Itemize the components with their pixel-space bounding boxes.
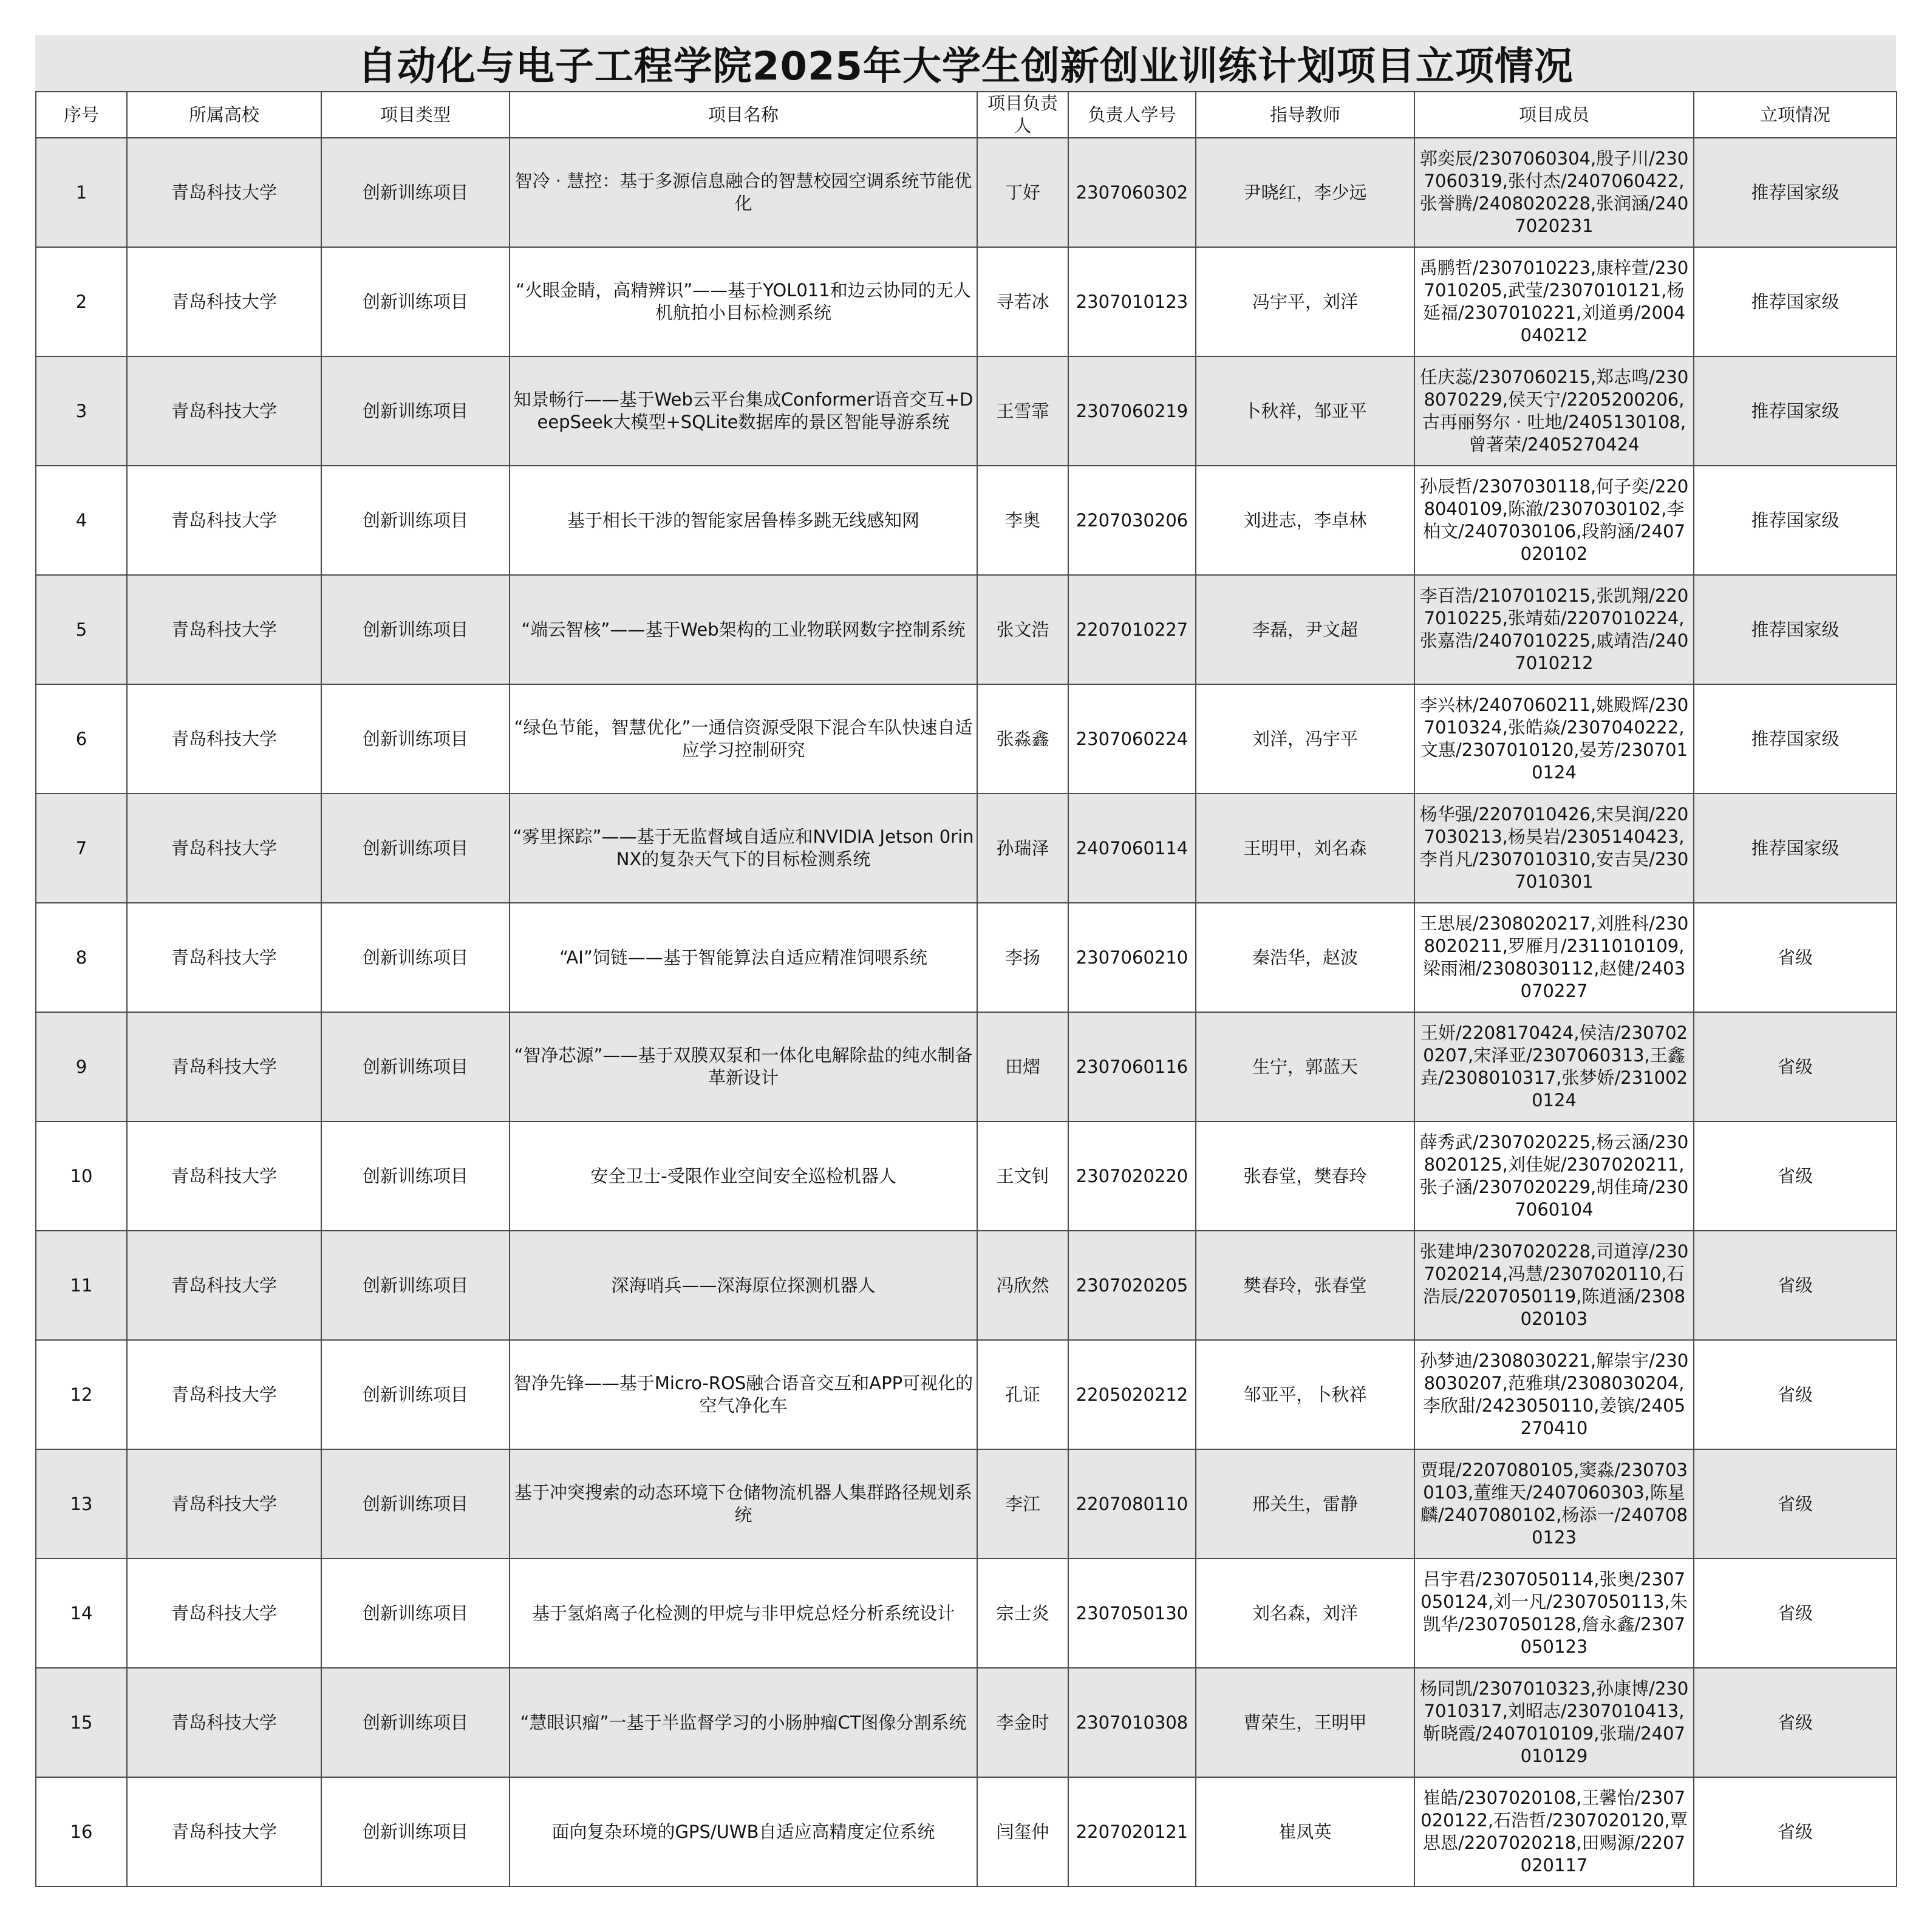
cell-project-name: “雾里探踪”——基于无监督域自适应和NVIDIA Jetson 0rin NX的复杂天气下的目标检测系统 bbox=[510, 794, 977, 903]
header-no: 序号 bbox=[36, 92, 127, 138]
table-row bbox=[36, 138, 1897, 247]
cell-no: 15 bbox=[36, 1668, 127, 1777]
cell-no: 10 bbox=[36, 1121, 127, 1231]
cell-members: 贾琨/2207080105,窦淼/2307030103,董维天/2407060303,陈星麟/2407080102,杨添一/2407080123 bbox=[1414, 1449, 1694, 1559]
cell-advisors: 崔凤英 bbox=[1196, 1777, 1414, 1886]
cell-type: 创新训练项目 bbox=[321, 903, 510, 1012]
cell-status: 省级 bbox=[1694, 1121, 1897, 1231]
cell-status: 推荐国家级 bbox=[1694, 356, 1897, 466]
cell-status: 推荐国家级 bbox=[1694, 466, 1897, 575]
cell-leader-id: 2307020220 bbox=[1068, 1121, 1196, 1231]
cell-type: 创新训练项目 bbox=[321, 466, 510, 575]
cell-members: 吕宇君/2307050114,张奥/2307050124,刘一凡/2307050113,朱凯华/2307050128,詹永鑫/2307050123 bbox=[1414, 1559, 1694, 1668]
cell-no: 5 bbox=[36, 575, 127, 684]
cell-school: 青岛科技大学 bbox=[127, 466, 321, 575]
cell-leader-id: 2307020205 bbox=[1068, 1231, 1196, 1340]
cell-type: 创新训练项目 bbox=[321, 684, 510, 794]
cell-school: 青岛科技大学 bbox=[127, 575, 321, 684]
cell-members: 崔皓/2307020108,王馨怡/2307020122,石浩哲/2307020120,覃思恩/2207020218,田赐源/2207020117 bbox=[1414, 1777, 1694, 1886]
cell-no: 16 bbox=[36, 1777, 127, 1886]
cell-school: 青岛科技大学 bbox=[127, 1121, 321, 1231]
cell-members: 杨同凯/2307010323,孙康博/2307010317,刘昭志/2307010413,靳晓霞/2407010109,张瑞/2407010129 bbox=[1414, 1668, 1694, 1777]
cell-leader-id: 2307060210 bbox=[1068, 903, 1196, 1012]
cell-leader: 孔证 bbox=[977, 1340, 1068, 1449]
cell-advisors: 张春堂，樊春玲 bbox=[1196, 1121, 1414, 1231]
cell-school: 青岛科技大学 bbox=[127, 1449, 321, 1559]
cell-members: 孙梦迪/2308030221,解崇宇/2308030207,范雅琪/2308030204,李欣甜/2423050110,姜镔/2405270410 bbox=[1414, 1340, 1694, 1449]
cell-members: 任庆蕊/2307060215,郑志鸣/2308070229,侯天宁/2205200206,古再丽努尔 · 吐地/2405130108,曾著荣/2405270424 bbox=[1414, 356, 1694, 466]
cell-school: 青岛科技大学 bbox=[127, 1777, 321, 1886]
cell-project-name: 基于相长干涉的智能家居鲁棒多跳无线感知网 bbox=[510, 466, 977, 575]
cell-project-name: 基于氢焰离子化检测的甲烷与非甲烷总烃分析系统设计 bbox=[510, 1559, 977, 1668]
cell-school: 青岛科技大学 bbox=[127, 247, 321, 356]
cell-type: 创新训练项目 bbox=[321, 1340, 510, 1449]
table-body bbox=[36, 138, 1897, 1886]
cell-leader: 张文浩 bbox=[977, 575, 1068, 684]
cell-leader-id: 2207010227 bbox=[1068, 575, 1196, 684]
cell-members: 薛秀武/2307020225,杨云涵/2308020125,刘佳妮/2307020211,张子涵/2307020229,胡佳琦/2307060104 bbox=[1414, 1121, 1694, 1231]
cell-type: 创新训练项目 bbox=[321, 1012, 510, 1121]
cell-advisors: 邹亚平，卜秋祥 bbox=[1196, 1340, 1414, 1449]
cell-status: 推荐国家级 bbox=[1694, 247, 1897, 356]
table-row bbox=[36, 1121, 1897, 1231]
cell-status: 推荐国家级 bbox=[1694, 138, 1897, 247]
table-header bbox=[36, 92, 1897, 138]
cell-leader: 王文钊 bbox=[977, 1121, 1068, 1231]
cell-members: 李百浩/2107010215,张凯翔/2207010225,张靖茹/2207010224,张嘉浩/2407010225,戚靖浩/2407010212 bbox=[1414, 575, 1694, 684]
cell-status: 推荐国家级 bbox=[1694, 684, 1897, 794]
header-advisors: 指导教师 bbox=[1196, 92, 1414, 138]
header-type: 项目类型 bbox=[321, 92, 510, 138]
cell-members: 张建坤/2307020228,司道淳/2307020214,冯慧/2307020110,石浩辰/2207050119,陈逍涵/2308020103 bbox=[1414, 1231, 1694, 1340]
title-bar bbox=[35, 35, 1896, 91]
cell-leader: 闫玺仲 bbox=[977, 1777, 1068, 1886]
cell-status: 省级 bbox=[1694, 1012, 1897, 1121]
cell-no: 7 bbox=[36, 794, 127, 903]
cell-school: 青岛科技大学 bbox=[127, 1668, 321, 1777]
cell-project-name: “火眼金睛，高精辨识”——基于YOL011和边云协同的无人机航拍小目标检测系统 bbox=[510, 247, 977, 356]
table-row bbox=[36, 247, 1897, 356]
cell-leader-id: 2307010308 bbox=[1068, 1668, 1196, 1777]
cell-leader-id: 2307060224 bbox=[1068, 684, 1196, 794]
cell-project-name: 知景畅行——基于Web云平台集成Conformer语音交互+DeepSeek大模型+SQLite数据库的景区智能导游系统 bbox=[510, 356, 977, 466]
cell-status: 推荐国家级 bbox=[1694, 575, 1897, 684]
cell-type: 创新训练项目 bbox=[321, 1231, 510, 1340]
cell-project-name: “AI”饲链——基于智能算法自适应精准饲喂系统 bbox=[510, 903, 977, 1012]
cell-school: 青岛科技大学 bbox=[127, 1340, 321, 1449]
cell-advisors: 王明甲，刘名森 bbox=[1196, 794, 1414, 903]
table-row bbox=[36, 1449, 1897, 1559]
cell-leader: 李江 bbox=[977, 1449, 1068, 1559]
table-row bbox=[36, 356, 1897, 466]
page-title: 自动化与电子工程学院2025年大学生创新创业训练计划项目立项情况 bbox=[357, 44, 1574, 89]
cell-leader-id: 2307060302 bbox=[1068, 138, 1196, 247]
cell-members: 王妍/2208170424,侯洁/2307020207,宋泽亚/2307060313,王鑫垚/2308010317,张梦娇/2310020124 bbox=[1414, 1012, 1694, 1121]
cell-school: 青岛科技大学 bbox=[127, 1012, 321, 1121]
cell-advisors: 刘进志，李卓林 bbox=[1196, 466, 1414, 575]
cell-no: 13 bbox=[36, 1449, 127, 1559]
header-row bbox=[36, 92, 1897, 138]
cell-school: 青岛科技大学 bbox=[127, 138, 321, 247]
cell-advisors: 刘名森，刘洋 bbox=[1196, 1559, 1414, 1668]
cell-leader-id: 2205020212 bbox=[1068, 1340, 1196, 1449]
cell-status: 省级 bbox=[1694, 1231, 1897, 1340]
table-row bbox=[36, 903, 1897, 1012]
cell-status: 省级 bbox=[1694, 1668, 1897, 1777]
header-school: 所属高校 bbox=[127, 92, 321, 138]
cell-leader-id: 2407060114 bbox=[1068, 794, 1196, 903]
cell-project-name: 深海哨兵——深海原位探测机器人 bbox=[510, 1231, 977, 1340]
cell-school: 青岛科技大学 bbox=[127, 356, 321, 466]
header-leader-id: 负责人学号 bbox=[1068, 92, 1196, 138]
cell-leader: 张淼鑫 bbox=[977, 684, 1068, 794]
cell-leader: 宗士炎 bbox=[977, 1559, 1068, 1668]
cell-type: 创新训练项目 bbox=[321, 794, 510, 903]
cell-type: 创新训练项目 bbox=[321, 1668, 510, 1777]
header-project-name: 项目名称 bbox=[510, 92, 977, 138]
cell-no: 11 bbox=[36, 1231, 127, 1340]
cell-advisors: 冯宇平，刘洋 bbox=[1196, 247, 1414, 356]
cell-type: 创新训练项目 bbox=[321, 1777, 510, 1886]
cell-status: 省级 bbox=[1694, 1449, 1897, 1559]
cell-type: 创新训练项目 bbox=[321, 247, 510, 356]
cell-leader: 王雪霏 bbox=[977, 356, 1068, 466]
cell-project-name: 基于冲突搜索的动态环境下仓储物流机器人集群路径规划系统 bbox=[510, 1449, 977, 1559]
cell-members: 郭奕辰/2307060304,殷子川/2307060319,张付杰/2407060422,张誉腾/2408020228,张润涵/2407020231 bbox=[1414, 138, 1694, 247]
cell-leader: 孙瑞泽 bbox=[977, 794, 1068, 903]
cell-no: 6 bbox=[36, 684, 127, 794]
cell-advisors: 生宁，郭蓝天 bbox=[1196, 1012, 1414, 1121]
cell-leader: 田熠 bbox=[977, 1012, 1068, 1121]
cell-members: 禹鹏哲/2307010223,康梓萱/2307010205,武莹/2307010121,杨延福/2307010221,刘道勇/2004040212 bbox=[1414, 247, 1694, 356]
table-row bbox=[36, 1559, 1897, 1668]
cell-project-name: “端云智核”——基于Web架构的工业物联网数字控制系统 bbox=[510, 575, 977, 684]
cell-no: 14 bbox=[36, 1559, 127, 1668]
cell-leader: 寻若冰 bbox=[977, 247, 1068, 356]
table-row bbox=[36, 1231, 1897, 1340]
cell-school: 青岛科技大学 bbox=[127, 684, 321, 794]
cell-school: 青岛科技大学 bbox=[127, 903, 321, 1012]
header-members: 项目成员 bbox=[1414, 92, 1694, 138]
cell-type: 创新训练项目 bbox=[321, 1559, 510, 1668]
table-row bbox=[36, 1340, 1897, 1449]
cell-school: 青岛科技大学 bbox=[127, 794, 321, 903]
cell-no: 3 bbox=[36, 356, 127, 466]
cell-project-name: 面向复杂环境的GPS/UWB自适应高精度定位系统 bbox=[510, 1777, 977, 1886]
cell-status: 省级 bbox=[1694, 1340, 1897, 1449]
cell-leader-id: 2307060219 bbox=[1068, 356, 1196, 466]
table-row bbox=[36, 1668, 1897, 1777]
cell-school: 青岛科技大学 bbox=[127, 1231, 321, 1340]
cell-advisors: 卜秋祥，邹亚平 bbox=[1196, 356, 1414, 466]
cell-project-name: “智净芯源”——基于双膜双泵和一体化电解除盐的纯水制备革新设计 bbox=[510, 1012, 977, 1121]
cell-leader-id: 2307010123 bbox=[1068, 247, 1196, 356]
cell-project-name: “慧眼识瘤”一基于半监督学习的小肠肿瘤CT图像分割系统 bbox=[510, 1668, 977, 1777]
cell-members: 李兴林/2407060211,姚殿辉/2307010324,张皓焱/2307040222,文惠/2307010120,晏芳/2307010124 bbox=[1414, 684, 1694, 794]
cell-leader: 丁好 bbox=[977, 138, 1068, 247]
cell-leader: 李金时 bbox=[977, 1668, 1068, 1777]
cell-type: 创新训练项目 bbox=[321, 1121, 510, 1231]
projects-table bbox=[35, 91, 1897, 1887]
cell-project-name: 智冷 · 慧控：基于多源信息融合的智慧校园空调系统节能优化 bbox=[510, 138, 977, 247]
cell-status: 省级 bbox=[1694, 1559, 1897, 1668]
header-leader: 项目负责人 bbox=[977, 92, 1068, 138]
cell-members: 杨华强/2207010426,宋昊润/2207030213,杨昊岩/2305140423,李肖凡/2307010310,安吉昊/2307010301 bbox=[1414, 794, 1694, 903]
cell-no: 9 bbox=[36, 1012, 127, 1121]
cell-status: 省级 bbox=[1694, 903, 1897, 1012]
cell-no: 1 bbox=[36, 138, 127, 247]
cell-no: 4 bbox=[36, 466, 127, 575]
cell-type: 创新训练项目 bbox=[321, 575, 510, 684]
cell-advisors: 尹晓红，李少远 bbox=[1196, 138, 1414, 247]
table-row bbox=[36, 575, 1897, 684]
cell-leader-id: 2207080110 bbox=[1068, 1449, 1196, 1559]
cell-leader: 李扬 bbox=[977, 903, 1068, 1012]
cell-status: 推荐国家级 bbox=[1694, 794, 1897, 903]
cell-project-name: 智净先锋——基于Micro-ROS融合语音交互和APP可视化的空气净化车 bbox=[510, 1340, 977, 1449]
cell-type: 创新训练项目 bbox=[321, 138, 510, 247]
table-row bbox=[36, 794, 1897, 903]
cell-advisors: 秦浩华，赵波 bbox=[1196, 903, 1414, 1012]
cell-leader-id: 2307060116 bbox=[1068, 1012, 1196, 1121]
spreadsheet-sheet bbox=[35, 35, 1896, 1887]
cell-no: 2 bbox=[36, 247, 127, 356]
cell-no: 8 bbox=[36, 903, 127, 1012]
header-status: 立项情况 bbox=[1694, 92, 1897, 138]
cell-leader-id: 2207020121 bbox=[1068, 1777, 1196, 1886]
cell-no: 12 bbox=[36, 1340, 127, 1449]
cell-members: 王思展/2308020217,刘胜科/2308020211,罗雁月/2311010109,梁雨湘/2308030112,赵健/2403070227 bbox=[1414, 903, 1694, 1012]
cell-project-name: 安全卫士-受限作业空间安全巡检机器人 bbox=[510, 1121, 977, 1231]
table-row bbox=[36, 466, 1897, 575]
table-row bbox=[36, 1777, 1897, 1886]
cell-project-name: “绿色节能，智慧优化”一通信资源受限下混合车队快速自适应学习控制研究 bbox=[510, 684, 977, 794]
cell-school: 青岛科技大学 bbox=[127, 1559, 321, 1668]
cell-type: 创新训练项目 bbox=[321, 356, 510, 466]
cell-leader: 李奥 bbox=[977, 466, 1068, 575]
cell-advisors: 邢关生，雷静 bbox=[1196, 1449, 1414, 1559]
table-row bbox=[36, 1012, 1897, 1121]
cell-leader-id: 2307050130 bbox=[1068, 1559, 1196, 1668]
cell-advisors: 李磊，尹文超 bbox=[1196, 575, 1414, 684]
cell-leader: 冯欣然 bbox=[977, 1231, 1068, 1340]
cell-advisors: 刘洋，冯宇平 bbox=[1196, 684, 1414, 794]
cell-leader-id: 2207030206 bbox=[1068, 466, 1196, 575]
table-row bbox=[36, 684, 1897, 794]
cell-advisors: 曹荣生，王明甲 bbox=[1196, 1668, 1414, 1777]
cell-advisors: 樊春玲，张春堂 bbox=[1196, 1231, 1414, 1340]
cell-type: 创新训练项目 bbox=[321, 1449, 510, 1559]
cell-status: 省级 bbox=[1694, 1777, 1897, 1886]
cell-members: 孙辰哲/2307030118,何子奕/2208040109,陈澈/2307030102,李柏文/2407030106,段韵涵/2407020102 bbox=[1414, 466, 1694, 575]
